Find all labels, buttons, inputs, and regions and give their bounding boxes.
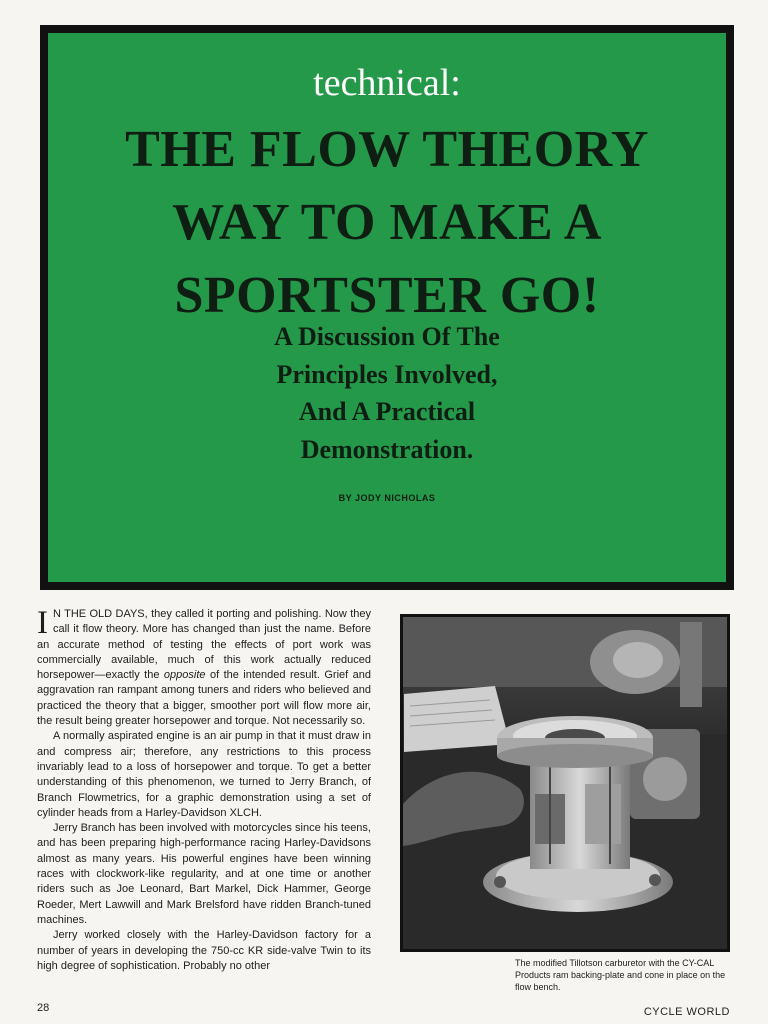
headline-line-2: WAY TO MAKE A — [172, 194, 602, 251]
title-banner — [40, 25, 734, 590]
article-paragraph-2: A normally aspirated engine is an air pump in that it must draw in and compress air; therefore, any restrictions to this process invariably lead to a loss of horsepower and torque. To get a better understanding of this phenomenon, we turned to Jerry Branch, of Branch Flowmetrics, for a graphic demonstration using a set of cylinder heads from a Harley-Davidson XLCH. — [37, 730, 371, 819]
subheadline-line-3: And A Practical — [298, 397, 476, 426]
byline: BY JODY NICHOLAS — [338, 493, 436, 503]
paragraph-1-end: of the intended result. Grief and aggravation ran rampant among tuners and riders who believed and practiced the theory that a bigger, smoother port will flow more air, the result being greater horsepower and torque. Not necessarily so. — [37, 669, 371, 728]
headline-line-3: SPORTSTER GO! — [174, 267, 600, 324]
subheadline-line-1: A Discussion Of The — [274, 322, 500, 351]
magazine-name: CYCLE WORLD — [643, 1006, 730, 1018]
article-paragraph-3: Jerry Branch has been involved with motorcycles since his teens, and has been preparing high-performance racing Harley-Davidsons almost as many years. His powerful engines have been winning races with clockwork-like regularity, and at one time or another riders such as Joe Leonard, Bart Markel, Dick Hammer, George Roeder, Mert Lawwill and Mark Brelsford have ridden Branch-tuned machines. — [37, 822, 371, 926]
section-kicker: technical: — [313, 62, 461, 104]
paragraph-1-emphasis: opposite — [163, 669, 206, 682]
drop-cap: I — [37, 605, 48, 641]
photo-caption: The modified Tillotson carburetor with the CY-CAL Products ram backing-plate and cone in place on the flow bench. — [515, 958, 726, 992]
carburetor-photo — [400, 614, 730, 952]
subheadline — [48, 318, 726, 468]
page-number: 28 — [37, 1002, 50, 1014]
headline-line-1: THE FLOW THEORY — [125, 121, 649, 178]
paragraph-1-start: N THE OLD DAYS, they called it porting and polishing. Now they call it flow theory. More has changed than just the name. Before an accurate method of testing the effects of port work was commercially available, much of this work actually reduced horsepower—exactly the — [37, 608, 371, 682]
article-paragraph-1 — [37, 607, 371, 729]
article-paragraph-4: Jerry worked closely with the Harley-Davidson factory for a number of years in developing the 750-cc KR side-valve Twin to its high degree of sophistication. Probably no other — [37, 929, 371, 972]
article-body — [37, 607, 371, 974]
subheadline-line-2: Principles Involved, — [276, 359, 498, 389]
carburetor-photo-illustration — [400, 614, 730, 952]
banner-green-panel — [48, 33, 726, 582]
subheadline-line-4: Demonstration. — [300, 434, 474, 464]
headline — [68, 113, 706, 332]
